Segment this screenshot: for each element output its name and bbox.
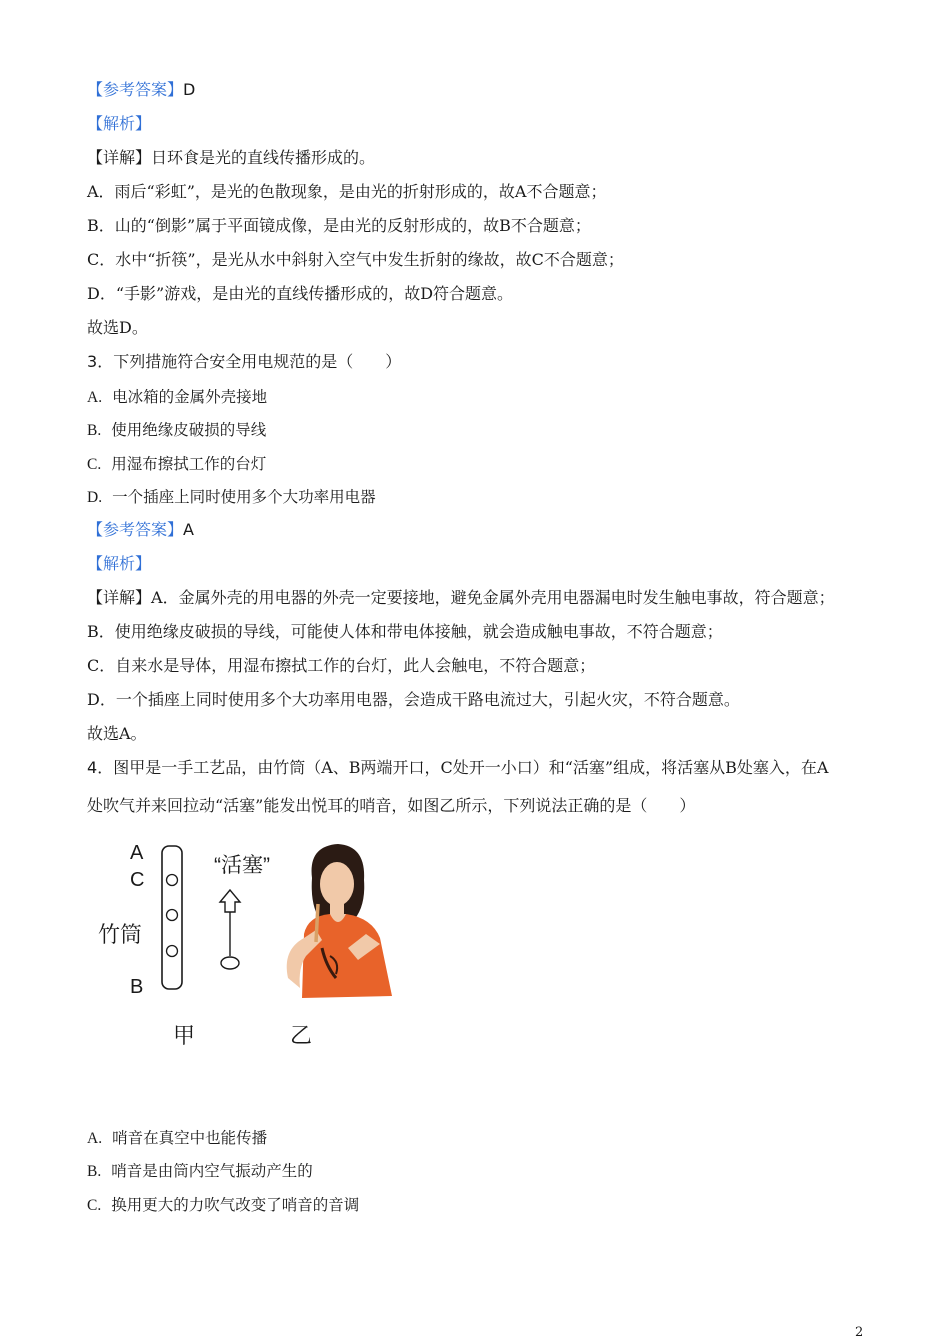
q4-stem-line1 (87, 757, 828, 779)
detail-tag: 【详解】 (87, 148, 152, 167)
option-text: 使用绝缘皮破损的导线 (111, 421, 267, 439)
label-b: B (130, 976, 144, 998)
option-text: 换用更大的力吹气改变了哨音的音调 (111, 1196, 360, 1214)
q3-option-c (87, 453, 266, 476)
label-piston: “活塞” (214, 854, 270, 877)
option-letter: B. (87, 422, 102, 439)
q2-conclusion: 故选D。 (87, 318, 148, 337)
q3-explanation-c: C．自来水是导体，用湿布擦拭工作的台灯，此人会触电，不符合题意； (87, 656, 596, 675)
option-text: 一个插座上同时使用多个大功率用电器 (112, 488, 376, 506)
option-letter: C. (87, 456, 102, 473)
girl-playing-whistle-image (287, 844, 392, 998)
bamboo-tube (162, 846, 182, 989)
q3-option-d (87, 486, 376, 509)
caption-jia: 甲 (173, 1023, 196, 1048)
caption-yi: 乙 (290, 1023, 313, 1048)
option-letter: A. (87, 389, 103, 406)
bamboo-whistle-figure (90, 838, 410, 1053)
q2-detail-line (87, 147, 375, 169)
q2-explanation-a: A．雨后“彩虹”，是光的色散现象，是由光的折射形成的，故A不合题意； (87, 182, 607, 201)
analysis-tag: 【解析】 (87, 114, 152, 133)
q3-explanation-b: B．使用绝缘皮破损的导线，可能使人体和带电体接触，就会造成触电事故，不符合题意； (87, 622, 723, 641)
tube-hole (167, 946, 178, 957)
answer-value: A (183, 520, 194, 539)
q3-stem-text: ．下列措施符合安全用电规范的是（ ） (97, 352, 402, 371)
piston-head (221, 957, 239, 969)
option-letter: A. (87, 1130, 103, 1147)
q2-explanation-d: D．“手影”游戏，是由光的直线传播形成的，故D符合题意。 (87, 284, 514, 303)
q4-option-a (87, 1127, 267, 1150)
tube-hole (167, 875, 178, 886)
q3-stem (87, 351, 401, 373)
q4-stem-text: ．图甲是一手工艺品，由竹筒（A、B两端开口，C处开一小口）和“活塞”组成，将活塞从B处塞入，在A (97, 758, 829, 777)
q3-detail-line (87, 587, 835, 609)
label-tube: 竹筒 (98, 922, 143, 947)
up-arrow-icon (220, 890, 240, 912)
q2-explanation-b: B．山的“倒影”属于平面镜成像，是由光的反射形成的，故B不合题意； (87, 216, 591, 235)
q4-stem-line2: 处吹气并来回拉动“活塞”能发出悦耳的哨音，如图乙所示，下列说法正确的是（ ） (87, 796, 696, 815)
option-letter: D. (87, 489, 103, 506)
q4-option-b (87, 1160, 313, 1183)
q4-number: 4 (87, 758, 98, 777)
detail-text: A．金属外壳的用电器的外壳一定要接地，避免金属外壳用电器漏电时发生触电事故，符合题意； (151, 588, 835, 607)
option-text: 电冰箱的金属外壳接地 (112, 388, 268, 406)
q3-option-a (87, 386, 267, 409)
q3-explanation-d: D．一个插座上同时使用多个大功率用电器，会造成干路电流过大，引起火灾，不符合题意。 (87, 690, 740, 709)
option-letter: C. (87, 1197, 102, 1214)
analysis-tag: 【解析】 (87, 554, 152, 573)
answer-value: D (183, 80, 196, 99)
answer-tag: 【参考答案】 (87, 520, 184, 539)
q3-answer-line (87, 519, 194, 541)
option-text: 哨音在真空中也能传播 (112, 1129, 268, 1147)
option-text: 哨音是由筒内空气振动产生的 (111, 1162, 313, 1180)
answer-tag: 【参考答案】 (87, 80, 184, 99)
tube-hole (167, 910, 178, 921)
q2-answer-line (87, 79, 195, 101)
q2-explanation-c: C．水中“折筷”，是光从水中斜射入空气中发生折射的缘故，故C不合题意； (87, 250, 624, 269)
q3-number: 3 (87, 352, 98, 371)
q3-option-b (87, 419, 266, 442)
detail-text: 日环食是光的直线传播形成的。 (151, 148, 376, 167)
label-a: A (130, 842, 144, 864)
page-number: 2 (855, 1325, 864, 1340)
detail-tag: 【详解】 (87, 588, 152, 607)
option-text: 用湿布擦拭工作的台灯 (111, 455, 267, 473)
option-letter: B. (87, 1163, 102, 1180)
label-c: C (130, 869, 145, 891)
q3-conclusion: 故选A。 (87, 724, 147, 743)
q4-option-c (87, 1194, 359, 1217)
